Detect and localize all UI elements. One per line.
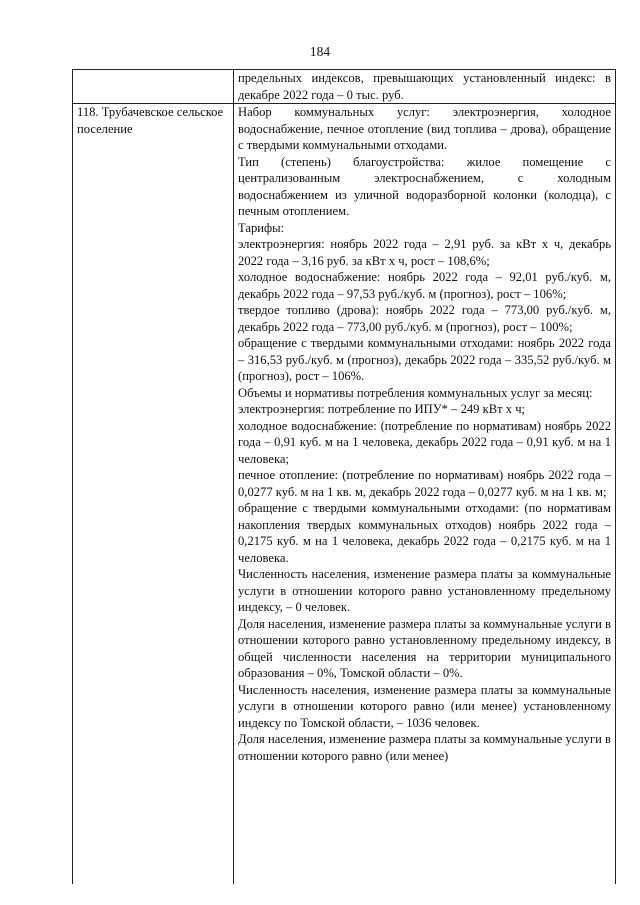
paragraph: Тарифы: xyxy=(238,220,285,235)
paragraph: Численность населения, изменение размера платы за коммунальные услуги в отношении которого равно установленному предельному индексу, – 0 человек. xyxy=(238,567,611,614)
paragraph: печное отопление: (потребление по нормативам) ноябрь 2022 года – 0,0277 куб. м на 1 кв. м, декабрь 2022 года – 0,0277 куб. м на 1 кв. м; xyxy=(238,468,611,499)
paragraph: Доля населения, изменение размера платы за коммунальные услуги в отношении которого равно установленному предельному индексу, в общей численности населения на территории муниципального образования – 0%, Томской области – 0%. xyxy=(238,616,611,680)
paragraph: Набор коммунальных услуг: электроэнергия, холодное водоснабжение, печное отопление (вид топлива – дрова), обращение с твердыми коммунальными отходами. xyxy=(238,105,611,152)
paragraph: Объемы и нормативы потребления коммунальных услуг за месяц: xyxy=(238,385,593,400)
paragraph: Численность населения, изменение размера платы за коммунальные услуги в отношении которого равно (или менее) установленному индексу по Томской области, – 1036 человек. xyxy=(238,682,611,730)
data-table xyxy=(72,69,616,884)
page-number: 184 xyxy=(309,44,331,59)
paragraph: холодное водоснабжение: (потребление по нормативам) ноябрь 2022 года – 0,91 куб. м на 1 человека, декабрь 2022 года – 0,91 куб. м на 1 человека; xyxy=(238,418,611,466)
paragraph: Тип (степень) благоустройства: жилое помещение с централизованным электроснабжением, с холодным водоснабжением из уличной водоразборной колонки (колодца), с печным отоплением. xyxy=(238,154,611,218)
paragraph: электроэнергия: потребление по ИПУ* – 249 кВт х ч; xyxy=(238,402,526,416)
label-cell xyxy=(73,70,234,104)
paragraph: Доля населения, изменение размера платы за коммунальные услуги в отношении которого равно (или менее) xyxy=(238,732,611,763)
paragraph: твердое топливо (дрова): ноябрь 2022 года – 773,00 руб./куб. м, декабрь 2022 года – 773,00 руб./куб. м (прогноз), рост – 100%; xyxy=(238,303,611,334)
paragraph: электроэнергия: ноябрь 2022 года – 2,91 руб. за кВт х ч, декабрь 2022 года – 3,16 руб. за кВт х ч, рост – 108,6%; xyxy=(238,237,611,268)
paragraph: холодное водоснабжение: ноябрь 2022 года – 92,01 руб./куб. м, декабрь 2022 года – 97,53 руб./куб. м (прогноз), рост – 106%; xyxy=(238,270,611,301)
settlement-label: 118. Трубачевское сельское поселение xyxy=(73,104,234,885)
table-row xyxy=(73,104,616,885)
paragraph: обращение с твердыми коммунальными отходами: (по нормативам накопления твердых коммунальных отходов) ноябрь 2022 года – 0,2175 куб. м на 1 человека, декабрь 2022 года – 0,2175 куб. м на 1 человека. xyxy=(238,501,611,565)
paragraph: обращение с твердыми коммунальными отходами: ноябрь 2022 года – 316,53 руб./куб. м (прогноз), декабрь 2022 года – 335,52 руб./куб. м (прогноз), рост – 106%. xyxy=(238,336,611,383)
content-cell xyxy=(234,104,616,885)
content-cell: предельных индексов, превышающих установленный индекс: в декабре 2022 года – 0 тыс. руб. xyxy=(234,70,616,104)
table-row xyxy=(73,70,616,104)
